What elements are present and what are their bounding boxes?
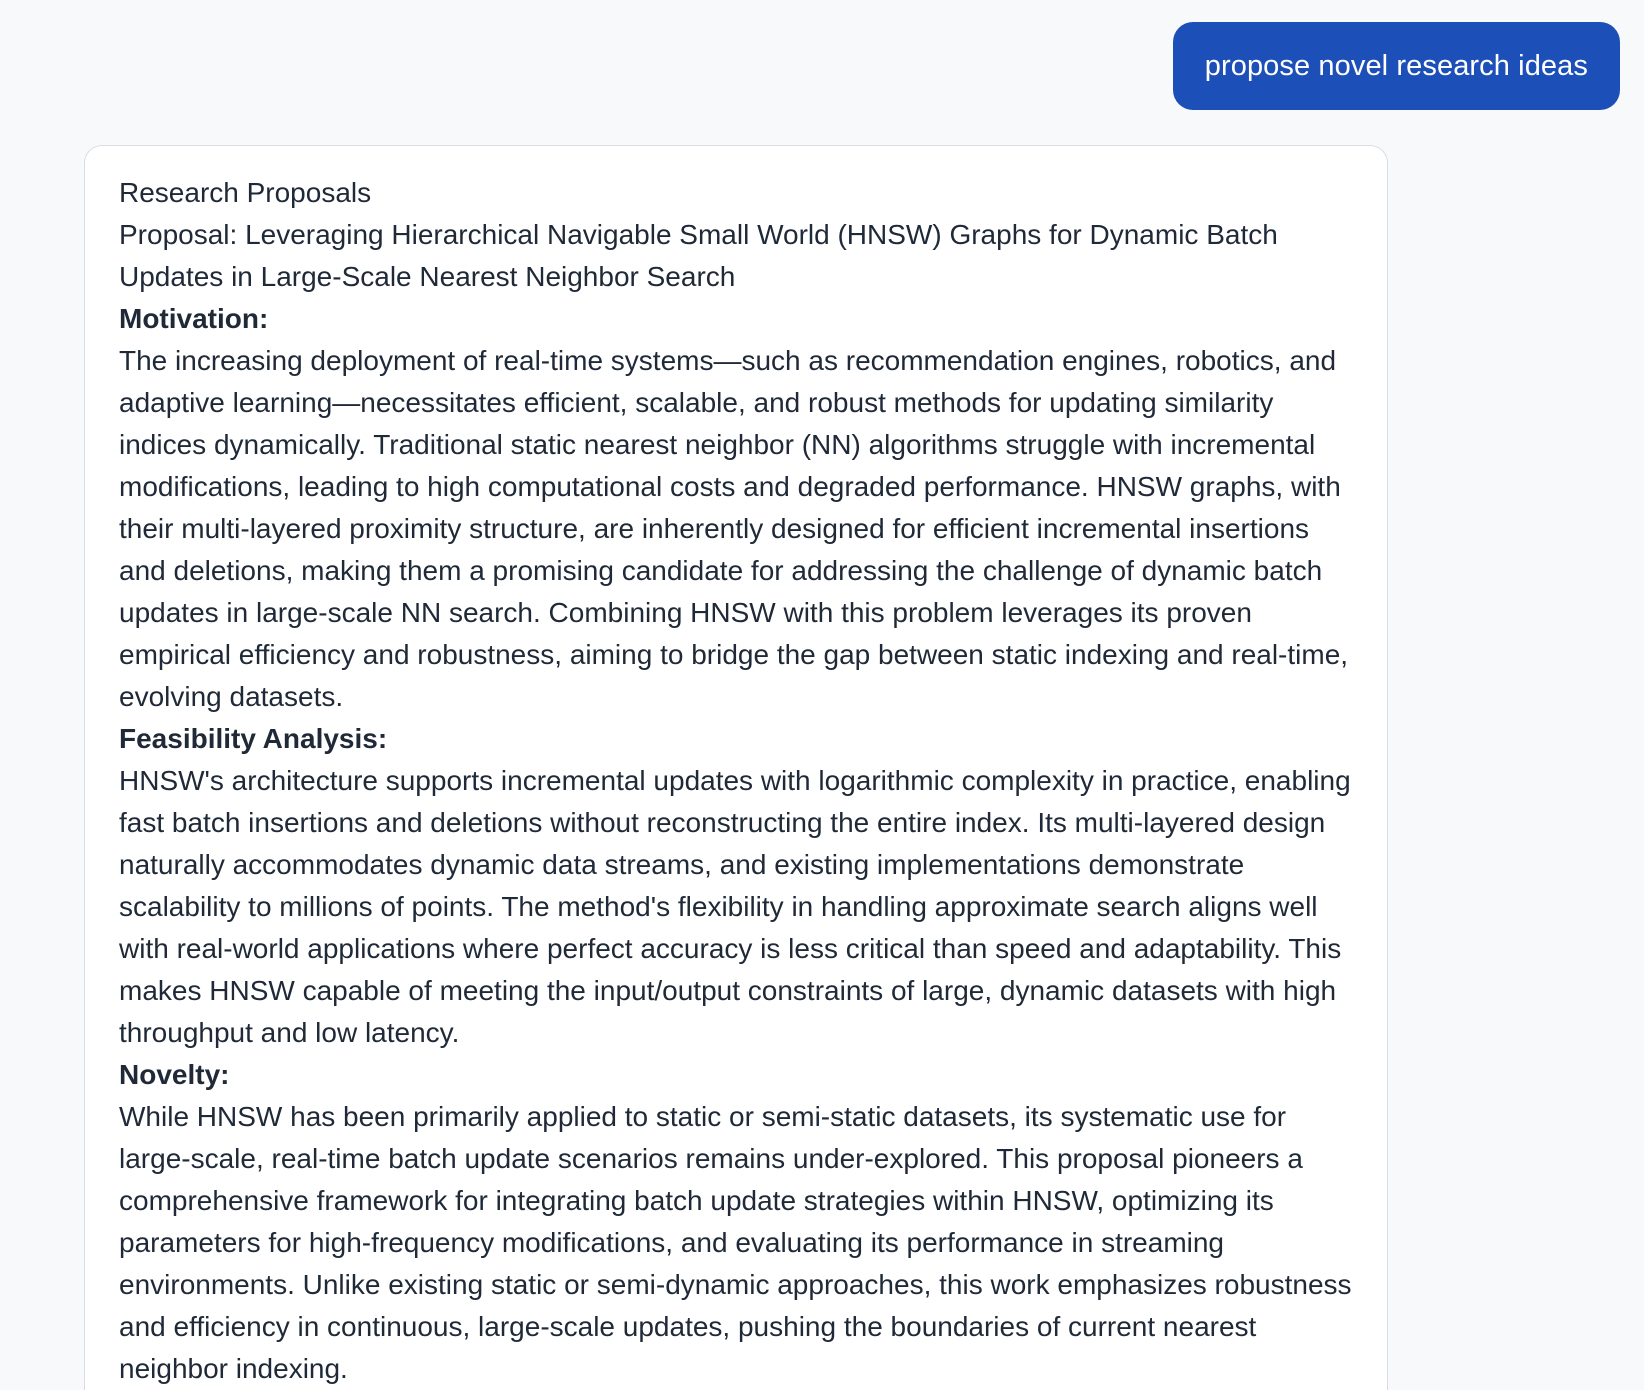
assistant-message-content — [119, 172, 1355, 1390]
proposal-title: Proposal: Leveraging Hierarchical Navigable Small World (HNSW) Graphs for Dynamic Batch Updates in Large-Scale Nearest Neighbor Search — [119, 219, 1278, 292]
section-heading-feasibility: Feasibility Analysis: — [119, 723, 388, 754]
user-message-bubble — [1173, 22, 1620, 110]
section-body-novelty: While HNSW has been primarily applied to static or semi-static datasets, its systematic use for large-scale, real-time batch update scenarios remains under-explored. This proposal pioneers a comprehensive framework for integrating batch update strategies within HNSW, optimizing its parameters for high-frequency modifications, and evaluating its performance in streaming environments. Unlike existing static or semi-dynamic approaches, this work emphasizes robustness and efficiency in continuous, large-scale updates, pushing the boundaries of current nearest neighbor indexing. — [119, 1101, 1352, 1384]
section-heading-motivation: Motivation: — [119, 303, 269, 334]
assistant-message-card — [84, 145, 1388, 1390]
section-heading-novelty: Novelty: — [119, 1059, 230, 1090]
section-body-feasibility: HNSW's architecture supports incremental updates with logarithmic complexity in practice, enabling fast batch insertions and deletions without reconstructing the entire index. Its multi-layered design naturally accommodates dynamic data streams, and existing implementations demonstrate scalability to millions of points. The method's flexibility in handling approximate search aligns well with real-world applications where perfect accuracy is less critical than speed and adaptability. This makes HNSW capable of meeting the input/output constraints of large, dynamic datasets with high throughput and low latency. — [119, 765, 1351, 1048]
user-message-text: propose novel research ideas — [1204, 49, 1588, 82]
response-title: Research Proposals — [119, 177, 372, 208]
section-body-motivation: The increasing deployment of real-time systems—such as recommendation engines, robotics, and adaptive learning—necessitates efficient, scalable, and robust methods for updating similarity indices dynamically. Traditional static nearest neighbor (NN) algorithms struggle with incremental modifications, leading to high computational costs and degraded performance. HNSW graphs, with their multi-layered proximity structure, are inherently designed for efficient incremental insertions and deletions, making them a promising candidate for addressing the challenge of dynamic batch updates in large-scale NN search. Combining HNSW with this problem leverages its proven empirical efficiency and robustness, aiming to bridge the gap between static indexing and real-time, evolving datasets. — [119, 345, 1349, 712]
